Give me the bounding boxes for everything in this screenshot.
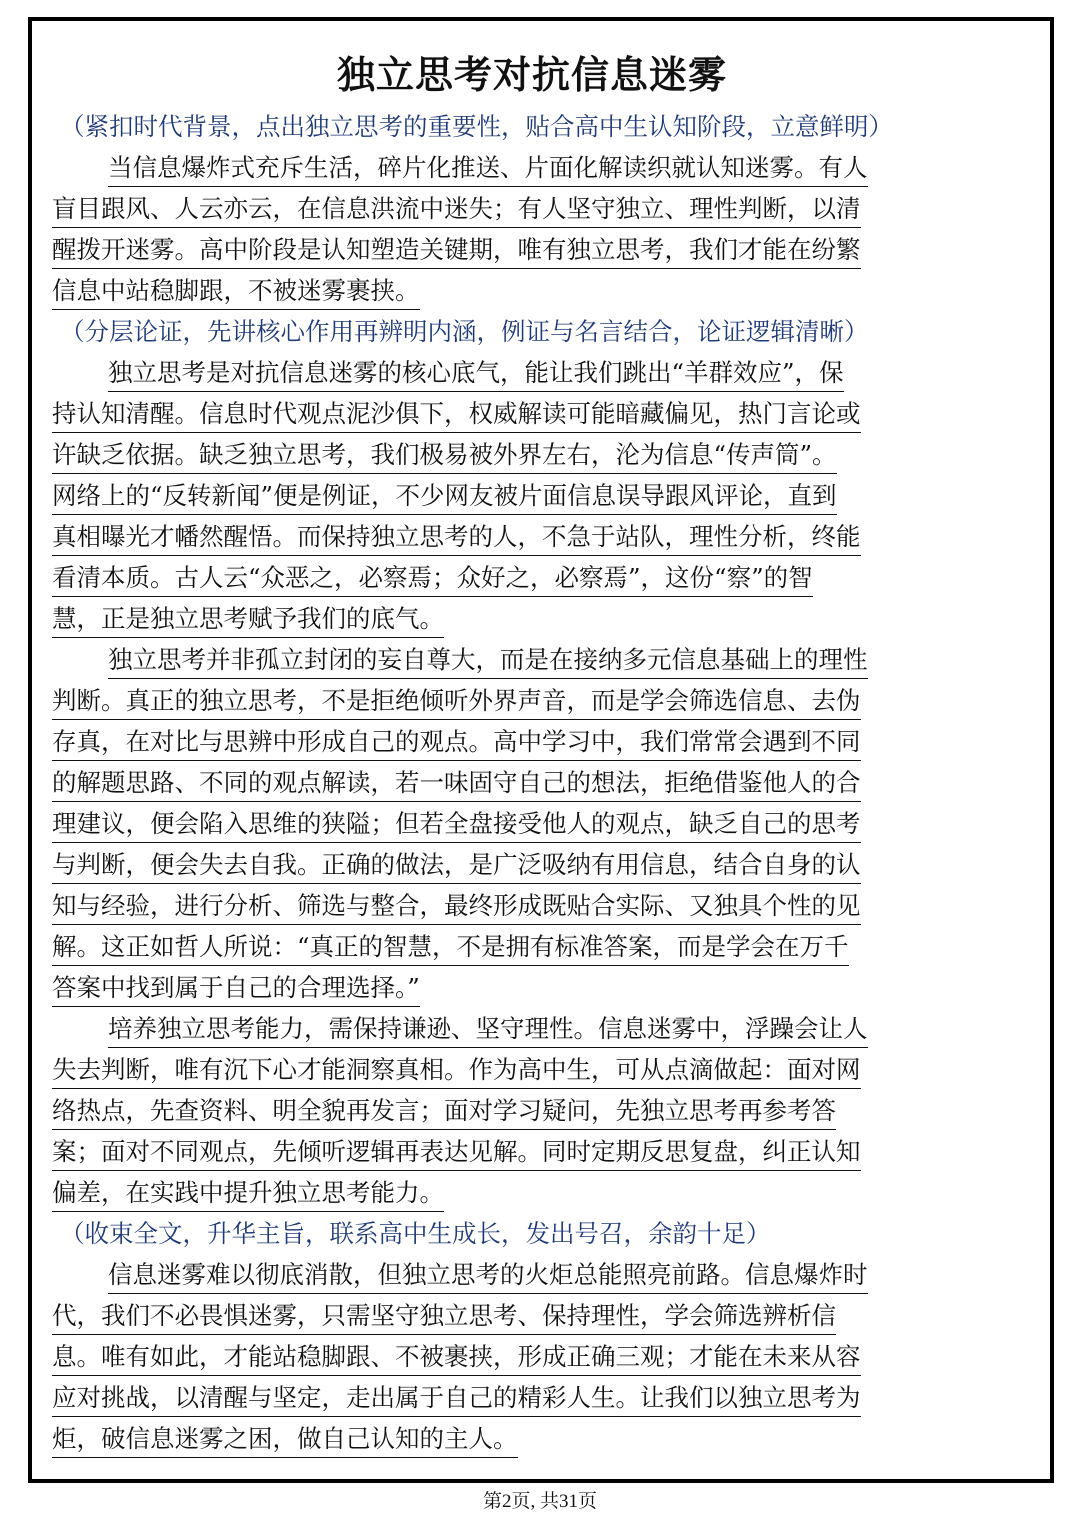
paragraph-4 <box>52 1008 1012 1213</box>
text-line: 独立思考并非孤立封闭的妄自尊大，而是在接纳多元信息基础上的理性 <box>52 639 1012 680</box>
annotation-intro: （紧扣时代背景，点出独立思考的重要性，贴合高中生认知阶段，立意鲜明） <box>60 112 893 141</box>
page-number: 第2页, 共31页 <box>482 1491 597 1512</box>
text-line: 理建议，便会陷入思维的狭隘；但若全盘接受他人的观点，缺乏自己的思考 <box>52 803 1012 844</box>
text-line: 真相曝光才幡然醒悟。而保持独立思考的人，不急于站队，理性分析，终能 <box>52 516 1012 557</box>
essay-title: 独立思考对抗信息迷雾 <box>336 53 727 97</box>
text-line: 应对挑战，以清醒与坚定，走出属于自己的精彩人生。让我们以独立思考为 <box>52 1377 1012 1418</box>
text-line: 解。这正如哲人所说：“真正的智慧，不是拥有标准答案，而是学会在万千 <box>52 926 1012 967</box>
text-line: 络热点，先查资料、明全貌再发言；面对学习疑问，先独立思考再参考答 <box>52 1090 1012 1131</box>
text-line: 看清本质。古人云“众恶之，必察焉；众好之，必察焉”，这份“察”的智 <box>52 557 1012 598</box>
paragraph-5 <box>52 1254 1012 1459</box>
text-line: 信息中站稳脚跟，不被迷雾裹挟。 <box>52 270 1012 311</box>
text-line: 持认知清醒。信息时代观点泥沙俱下，权威解读可能暗藏偏见，热门言论或 <box>52 393 1012 434</box>
annotation-conclusion: （收束全文，升华主旨，联系高中生成长，发出号召，余韵十足） <box>60 1219 771 1248</box>
text-line: 答案中找到属于自己的合理选择。” <box>52 967 1012 1008</box>
text-line: 息。唯有如此，才能站稳脚跟、不被裹挟，形成正确三观；才能在未来从容 <box>52 1336 1012 1377</box>
text-line: 代，我们不必畏惧迷雾，只需坚守独立思考、保持理性，学会筛选辨析信 <box>52 1295 1012 1336</box>
text-line: 知与经验，进行分析、筛选与整合，最终形成既贴合实际、又独具个性的见 <box>52 885 1012 926</box>
paragraph-1 <box>52 147 1012 311</box>
text-line: 盲目跟风、人云亦云，在信息洪流中迷失；有人坚守独立、理性判断，以清 <box>52 188 1012 229</box>
text-line: 与判断，便会失去自我。正确的做法，是广泛吸纳有用信息，结合自身的认 <box>52 844 1012 885</box>
annotation-argument: （分层论证，先讲核心作用再辨明内涵，例证与名言结合，论证逻辑清晰） <box>60 317 869 346</box>
text-line: 信息迷雾难以彻底消散，但独立思考的火炬总能照亮前路。信息爆炸时 <box>52 1254 1012 1295</box>
text-line: 的解题思路、不同的观点解读，若一味固守自己的想法，拒绝借鉴他人的合 <box>52 762 1012 803</box>
text-line: 判断。真正的独立思考，不是拒绝倾听外界声音，而是学会筛选信息、去伪 <box>52 680 1012 721</box>
text-line: 偏差，在实践中提升独立思考能力。 <box>52 1172 1012 1213</box>
text-line: 培养独立思考能力，需保持谦逊、坚守理性。信息迷雾中，浮躁会让人 <box>52 1008 1012 1049</box>
text-line: 许缺乏依据。缺乏独立思考，我们极易被外界左右，沦为信息“传声筒”。 <box>52 434 1012 475</box>
text-line: 案；面对不同观点，先倾听逻辑再表达见解。同时定期反思复盘，纠正认知 <box>52 1131 1012 1172</box>
text-line: 慧，正是独立思考赋予我们的底气。 <box>52 598 1012 639</box>
text-line: 独立思考是对抗信息迷雾的核心底气，能让我们跳出“羊群效应”，保 <box>52 352 1012 393</box>
text-line: 存真，在对比与思辨中形成自己的观点。高中学习中，我们常常会遇到不同 <box>52 721 1012 762</box>
text-line: 醒拨开迷雾。高中阶段是认知塑造关键期，唯有独立思考，我们才能在纷繁 <box>52 229 1012 270</box>
essay-body <box>52 44 1012 1459</box>
text-line: 炬，破信息迷雾之困，做自己认知的主人。 <box>52 1418 1012 1459</box>
text-line: 当信息爆炸式充斥生活，碎片化推送、片面化解读织就认知迷雾。有人 <box>52 147 1012 188</box>
text-line: 网络上的“反转新闻”便是例证，不少网友被片面信息误导跟风评论，直到 <box>52 475 1012 516</box>
paragraph-2 <box>52 352 1012 639</box>
paragraph-3 <box>52 639 1012 1008</box>
text-line: 失去判断，唯有沉下心才能洞察真相。作为高中生，可从点滴做起：面对网 <box>52 1049 1012 1090</box>
